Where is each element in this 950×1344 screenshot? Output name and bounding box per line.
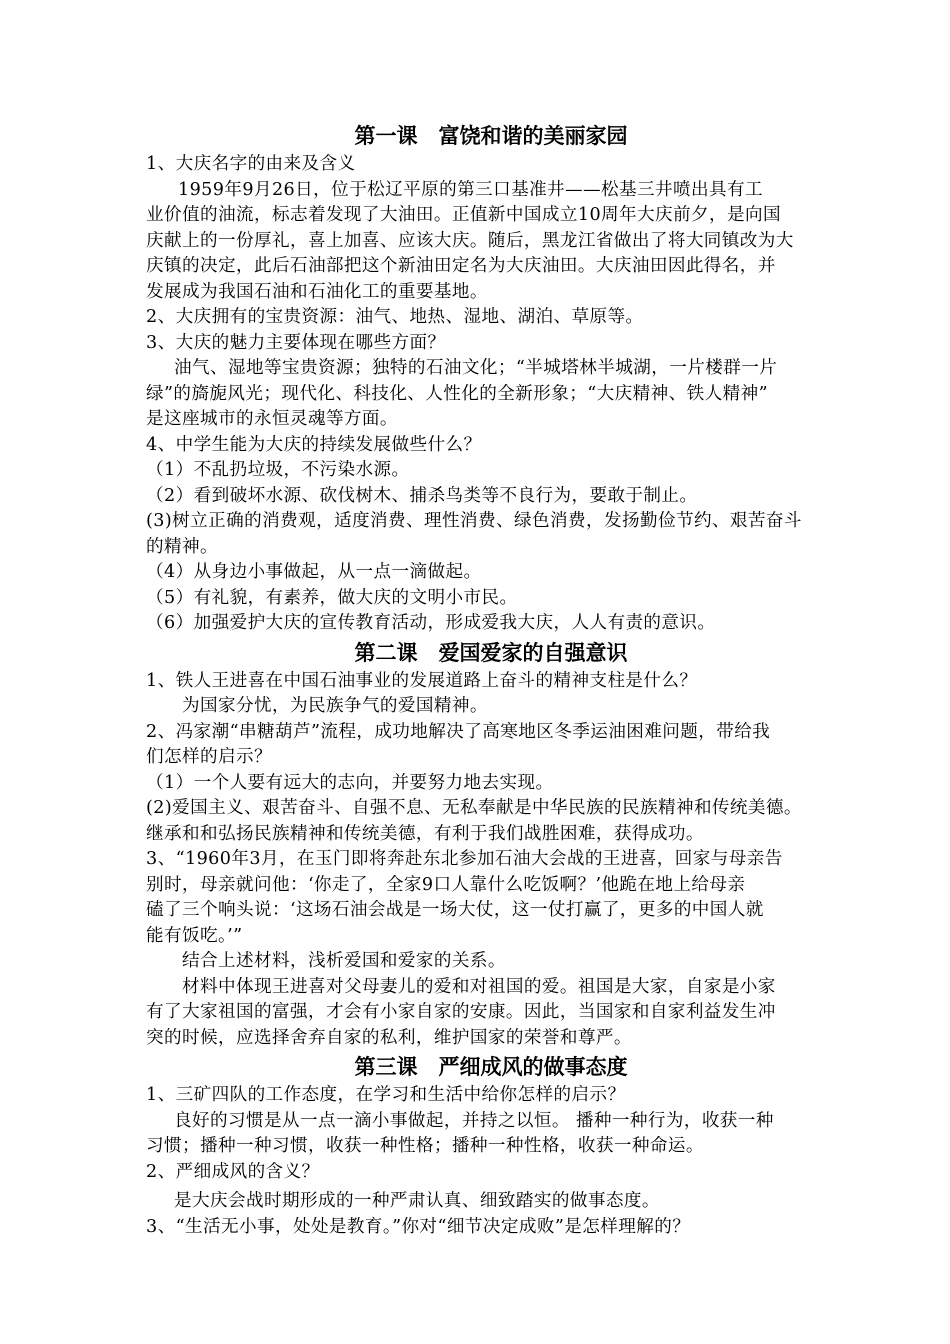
list-item: （1）不乱扔垃圾，不污染水源。: [146, 460, 410, 480]
lesson-3-title: 第三课 严细成风的做事态度: [354, 1055, 628, 1079]
list-item: （2）看到破坏水源、砍伐树木、捕杀鸟类等不良行为，要敢于制止。: [146, 485, 698, 506]
answer-line: 良好的习惯是从一点一滴小事做起，并持之以恒。 播种一种行为，收获一种: [174, 1110, 774, 1131]
question-2-3: 3、“1960年3月，在玉门即将奔赴东北参加石油大会战的王进喜，回家与母亲告: [146, 849, 783, 869]
answer-line: 有了大家祖国的富强，才会有小家自家的安康。因此，当国家和自家利益发生冲: [146, 1002, 776, 1022]
list-item: （6）加强爱护大庆的宣传教育活动，形成爱我大庆，人人有责的意识。: [146, 613, 716, 633]
list-item: （1）一个人要有远大的志向，并要努力地去实现。: [146, 772, 554, 793]
answer-line: 庆镇的决定，此后石油部把这个新油田定名为大庆油田。大庆油田因此得名，并: [146, 256, 776, 276]
answer-line: 绿”的旖旎风光；现代化、科技化、人性化的全新形象；“大庆精神、铁人精神”: [146, 383, 768, 404]
list-item: 的精神。: [146, 536, 218, 557]
question-3-1: 1、三矿四队的工作态度，在学习和生活中给你怎样的启示？: [146, 1085, 626, 1105]
answer-line: 发展成为我国石油和石油化工的重要基地。: [146, 281, 488, 302]
list-item: (3)树立正确的消费观，适度消费、理性消费、绿色消费，发扬勤俭节约、艰苦奋斗: [146, 511, 802, 531]
question-2-3-cont: 别时，母亲就问他：‘你走了，全家9口人靠什么吃饭啊？’他跪在地上给母亲: [146, 874, 746, 895]
question-1-1: 1、大庆名字的由来及含义: [146, 154, 356, 174]
list-item: (2)爱国主义、艰苦奋斗、自强不息、无私奉献是中华民族的民族精神和传统美德。: [146, 798, 802, 818]
list-item: （5）有礼貌，有素养，做大庆的文明小市民。: [146, 587, 518, 608]
lesson-1-title: 第一课 富饶和谐的美丽家园: [354, 124, 628, 148]
question-2-1: 1、铁人王进喜在中国石油事业的发展道路上奋斗的精神支柱是什么？: [146, 670, 698, 691]
lesson-2-title: 第二课 爱国爱家的自强意识: [354, 640, 628, 665]
answer-line: 业价值的油流，标志着发现了大油田。正值新中国成立10周年大庆前夕，是向国: [146, 205, 781, 225]
question-1-4: 4、中学生能为大庆的持续发展做些什么？: [146, 434, 482, 455]
question-2-2: 2、冯家潮“串糖葫芦”流程，成功地解决了高寒地区冬季运油困难问题，带给我: [146, 721, 771, 742]
answer-line: 油气、湿地等宝贵资源；独特的石油文化；“半城塔林半城湖，一片楼群一片: [174, 358, 778, 378]
question-3-2: 2、严细成风的含义？: [146, 1161, 320, 1182]
question-2-2-cont: 们怎样的启示？: [146, 747, 272, 767]
question-2-3-cont: 能有饭吃。’”: [146, 925, 243, 946]
answer-line: 习惯；播种一种习惯，收获一种性格；播种一种性格，收获一种命运。: [146, 1136, 704, 1156]
document-body: [146, 120, 836, 1240]
answer-line: 是大庆会战时期形成的一种严肃认真、细致踏实的做事态度。: [174, 1191, 660, 1211]
question-2-3-cont: 磕了三个响头说：‘这场石油会战是一场大仗，这一仗打赢了，更多的中国人就: [146, 900, 764, 920]
question-2-3-prompt: 结合上述材料，浅析爱国和爱家的关系。: [182, 951, 506, 971]
answer-line: 庆献上的一份厚礼，喜上加喜、应该大庆。随后，黑龙江省做出了将大同镇改为大: [146, 230, 794, 251]
list-item: 继承和和弘扬民族精神和传统美德，有利于我们战胜困难，获得成功。: [146, 823, 704, 844]
answer-line: 突的时候，应选择舍弃自家的私利，维护国家的荣誉和尊严。: [146, 1027, 632, 1048]
answer-line: 1959年9月26日，位于松辽平原的第三口基准井——松基三井喷出具有工: [178, 179, 763, 200]
answer-line: 材料中体现王进喜对父母妻儿的爱和对祖国的爱。祖国是大家，自家是小家: [182, 976, 776, 997]
question-1-3: 3、大庆的魅力主要体现在哪些方面？: [146, 332, 446, 353]
list-item: （4）从身边小事做起，从一点一滴做起。: [146, 562, 482, 582]
question-1-2: 2、大庆拥有的宝贵资源：油气、地热、湿地、湖泊、草原等。: [146, 307, 644, 327]
answer-line: 为国家分忧，为民族争气的爱国精神。: [182, 696, 488, 716]
answer-line: 是这座城市的永恒灵魂等方面。: [146, 409, 398, 429]
question-3-3: 3、“生活无小事，处处是教育。”你对“细节决定成败”是怎样理解的？: [146, 1216, 691, 1237]
